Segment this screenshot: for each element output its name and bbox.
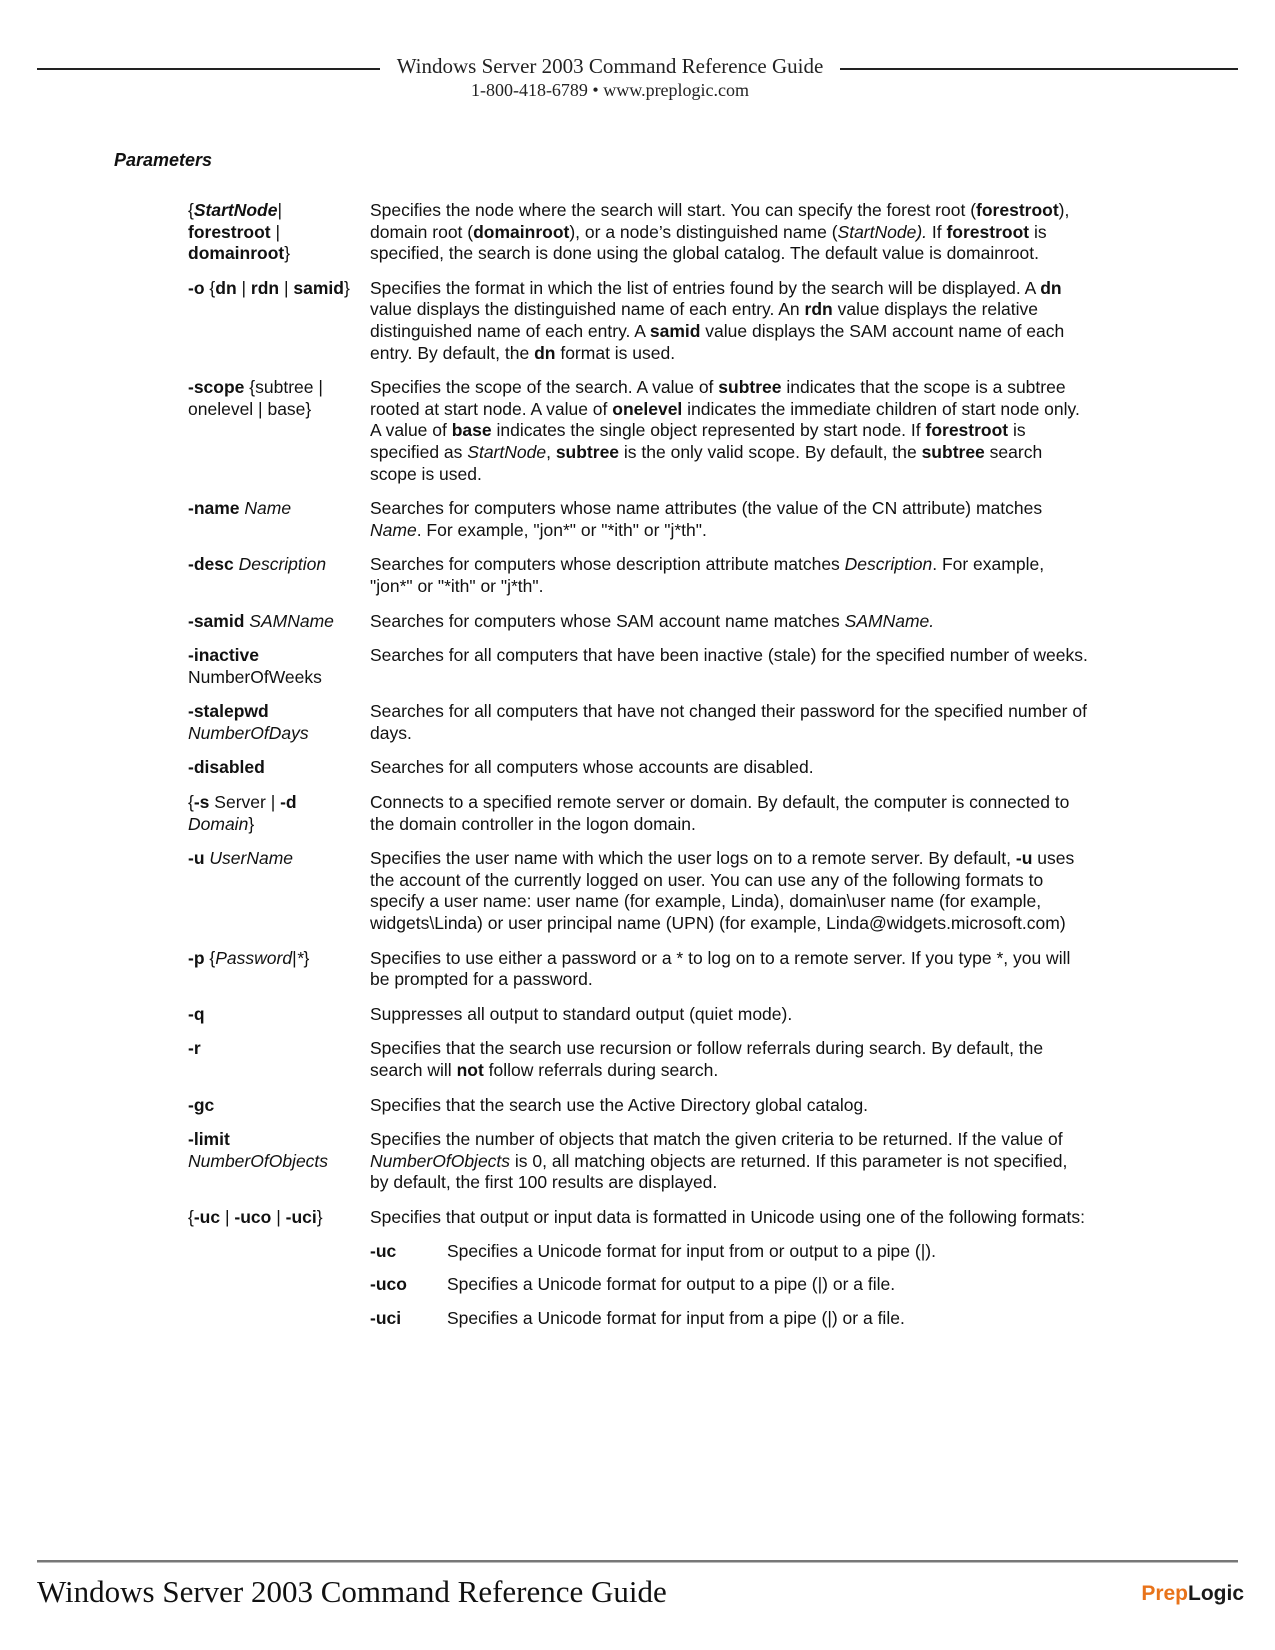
term-text: | bbox=[277, 200, 283, 220]
parameter-row bbox=[188, 278, 1088, 364]
parameter-term bbox=[188, 792, 370, 835]
term-text: -q bbox=[188, 1003, 205, 1024]
description-segment: indicates the immediate children of start node only. A value of bbox=[370, 398, 1080, 441]
unicode-option-term: -uco bbox=[370, 1274, 407, 1295]
description-segment: samid bbox=[649, 320, 701, 341]
description-text bbox=[370, 554, 1088, 597]
header-rule-right bbox=[840, 68, 1238, 70]
description-segment: indicates the single object represented by start node. If bbox=[491, 420, 926, 441]
term-text: } bbox=[343, 277, 350, 298]
footer-rule bbox=[37, 1560, 1238, 1562]
term-text: { bbox=[188, 792, 194, 813]
term-text: { bbox=[188, 1206, 194, 1227]
parameter-description bbox=[370, 278, 1088, 364]
term-text: Server | bbox=[209, 792, 281, 813]
description-segment: SAMName. bbox=[844, 610, 935, 631]
header-contact: 1-800-418-6789 • www.preplogic.com bbox=[470, 80, 750, 100]
parameter-description bbox=[370, 792, 1088, 835]
parameter-term-line bbox=[188, 222, 370, 244]
description-segment: base bbox=[451, 420, 492, 441]
parameter-term-line bbox=[188, 498, 370, 520]
parameter-description bbox=[370, 1207, 1088, 1329]
term-text: -u bbox=[188, 848, 205, 869]
description-segment: . For example, "jon*" or "*ith" or "j*th". bbox=[370, 554, 1045, 596]
parameter-row bbox=[188, 757, 1088, 779]
term-text: NumberOfDays bbox=[188, 722, 309, 743]
description-segment: Specifies the node where the search will start. You can specify the forest root ( bbox=[370, 200, 977, 220]
parameter-term-line bbox=[188, 278, 370, 300]
parameter-term-line bbox=[188, 701, 370, 723]
term-text: -stalepwd bbox=[188, 701, 269, 722]
parameter-description bbox=[370, 554, 1088, 597]
description-segment: NumberOfObjects bbox=[370, 1150, 511, 1171]
header-rule-left bbox=[37, 68, 380, 70]
parameter-description bbox=[370, 611, 1088, 633]
unicode-option-row bbox=[370, 1241, 1088, 1263]
description-text bbox=[370, 611, 1088, 633]
parameter-term-line bbox=[188, 814, 370, 836]
description-text bbox=[370, 1129, 1088, 1194]
term-text: SAMName bbox=[249, 610, 334, 631]
description-segment: Description bbox=[844, 554, 933, 575]
term-text: } bbox=[316, 1206, 323, 1227]
description-text bbox=[370, 377, 1088, 485]
parameter-term-line bbox=[188, 645, 370, 667]
description-text bbox=[370, 200, 1088, 265]
section-title: Parameters bbox=[114, 150, 213, 170]
term-text: -uco bbox=[234, 1206, 272, 1227]
parameter-row bbox=[188, 645, 1088, 688]
description-segment: Specifies that the search use the Active Directory global catalog. bbox=[370, 1094, 869, 1115]
parameter-term-line bbox=[188, 757, 370, 779]
term-text: domainroot bbox=[188, 243, 285, 264]
term-text: | bbox=[279, 277, 294, 298]
description-text bbox=[370, 792, 1088, 835]
term-text: StartNode bbox=[193, 200, 278, 220]
term-text: Password bbox=[215, 947, 293, 968]
header-title: Windows Server 2003 Command Reference Guide bbox=[396, 54, 824, 78]
parameter-term-line bbox=[188, 948, 370, 970]
term-text: -gc bbox=[188, 1094, 215, 1115]
parameter-row bbox=[188, 948, 1088, 991]
description-segment: is specified as bbox=[370, 420, 1026, 462]
parameter-term-line bbox=[188, 611, 370, 633]
parameter-description bbox=[370, 377, 1088, 485]
parameter-row bbox=[188, 554, 1088, 597]
description-segment: Name bbox=[370, 519, 417, 540]
parameter-term bbox=[188, 1004, 370, 1026]
description-segment: value displays the distinguished name of each entry. An bbox=[370, 299, 805, 320]
parameter-row bbox=[188, 200, 1088, 265]
parameter-row bbox=[188, 1129, 1088, 1194]
description-text bbox=[370, 1038, 1088, 1081]
description-segment: follow referrals during search. bbox=[483, 1060, 719, 1080]
parameter-term-line bbox=[188, 1129, 370, 1151]
parameter-list bbox=[188, 200, 1088, 1342]
parameter-term bbox=[188, 948, 370, 991]
term-text: -desc bbox=[188, 554, 234, 575]
term-text: -inactive bbox=[188, 645, 259, 666]
description-segment: forestroot bbox=[946, 221, 1030, 242]
description-text bbox=[370, 848, 1088, 934]
term-text: NumberOfWeeks bbox=[188, 666, 322, 687]
logo-logic: Logic bbox=[1188, 1582, 1244, 1605]
preplogic-logo bbox=[1134, 1582, 1244, 1606]
parameter-term-line bbox=[188, 792, 370, 814]
term-text: Name bbox=[244, 498, 292, 519]
parameter-row bbox=[188, 1004, 1088, 1026]
description-text bbox=[370, 1095, 1088, 1117]
term-text: } bbox=[303, 947, 310, 968]
parameter-row bbox=[188, 792, 1088, 835]
term-text: {subtree | bbox=[244, 377, 323, 398]
description-text bbox=[370, 757, 1088, 779]
description-segment: dn bbox=[534, 342, 556, 363]
parameter-term-line bbox=[188, 1004, 370, 1026]
description-segment: If bbox=[927, 221, 947, 242]
term-text: NumberOfObjects bbox=[188, 1150, 329, 1171]
description-segment: Searches for all computers that have been inactive (stale) for the specified number of weeks. bbox=[370, 645, 1088, 666]
parameter-term bbox=[188, 498, 370, 541]
description-segment: Specifies to use either a password or a * to log on to a remote server. If you type *, you will be prompted for a password. bbox=[370, 947, 1071, 990]
parameter-term bbox=[188, 645, 370, 688]
parameter-term-line bbox=[188, 399, 370, 421]
parameter-description bbox=[370, 701, 1088, 744]
page-header bbox=[0, 50, 1275, 110]
description-segment: Specifies the user name with which the user logs on to a remote server. By default, bbox=[370, 848, 1016, 869]
parameter-description bbox=[370, 200, 1088, 265]
term-text: Description bbox=[238, 554, 327, 575]
parameter-term-line bbox=[188, 1151, 370, 1173]
description-segment: Searches for computers whose SAM account name matches bbox=[370, 610, 845, 631]
parameter-term-line bbox=[188, 1207, 370, 1229]
description-text bbox=[370, 1207, 1088, 1229]
term-text: -r bbox=[188, 1038, 201, 1059]
term-text: -o bbox=[188, 277, 205, 298]
parameter-description bbox=[370, 948, 1088, 991]
parameter-description bbox=[370, 645, 1088, 688]
term-text: { bbox=[204, 277, 216, 298]
term-text: -samid bbox=[188, 610, 245, 631]
term-text: UserName bbox=[209, 848, 294, 869]
description-segment: is 0, all matching objects are returned. If this parameter is not specified, by default, the first 100 results are displayed. bbox=[370, 1150, 1068, 1193]
term-text: dn bbox=[215, 277, 237, 298]
parameter-row bbox=[188, 701, 1088, 744]
description-text bbox=[370, 1004, 1088, 1026]
description-segment: forestroot bbox=[976, 200, 1059, 220]
description-segment: domainroot bbox=[473, 221, 570, 242]
unicode-option-description: Specifies a Unicode format for output to a pipe (|) or a file. bbox=[447, 1274, 896, 1295]
parameter-term bbox=[188, 848, 370, 934]
description-segment: Connects to a specified remote server or domain. By default, the computer is connected to the domain controller in the logon domain. bbox=[370, 792, 1070, 834]
term-text: -d bbox=[280, 792, 297, 813]
description-segment: Specifies that output or input data is formatted in Unicode using one of the following formats: bbox=[370, 1206, 1085, 1227]
term-text: forestroot bbox=[188, 221, 271, 242]
parameter-term bbox=[188, 1129, 370, 1194]
parameter-term bbox=[188, 554, 370, 597]
description-segment: Suppresses all output to standard output (quiet mode). bbox=[370, 1003, 793, 1024]
parameter-row bbox=[188, 1038, 1088, 1081]
description-segment: is specified, the search is done using the global catalog. The default value is domainroot. bbox=[370, 221, 1047, 264]
description-segment: Specifies the scope of the search. A value of bbox=[370, 377, 719, 398]
term-text: -disabled bbox=[188, 757, 265, 778]
description-segment: subtree bbox=[718, 377, 782, 398]
description-segment: StartNode bbox=[467, 441, 547, 462]
term-text: -uc bbox=[193, 1206, 221, 1227]
parameter-term bbox=[188, 611, 370, 633]
description-segment: forestroot bbox=[925, 420, 1009, 441]
term-text: } bbox=[284, 243, 291, 264]
term-text: | bbox=[292, 947, 297, 968]
parameter-row bbox=[188, 848, 1088, 934]
description-segment: rdn bbox=[804, 299, 833, 320]
description-segment: onelevel bbox=[612, 398, 683, 419]
term-text: { bbox=[204, 947, 216, 968]
term-text: } bbox=[248, 813, 255, 834]
term-text: * bbox=[296, 947, 304, 968]
description-segment: ), or a node’s distinguished name ( bbox=[569, 221, 838, 242]
parameter-term bbox=[188, 757, 370, 779]
parameter-description bbox=[370, 757, 1088, 779]
description-segment: search scope is used. bbox=[370, 441, 1043, 484]
footer-title: Windows Server 2003 Command Reference Guide bbox=[37, 1574, 667, 1609]
description-text bbox=[370, 948, 1088, 991]
term-text: | bbox=[236, 277, 251, 298]
parameter-row bbox=[188, 611, 1088, 633]
description-segment: value displays the relative distinguished name of each entry. A bbox=[370, 299, 1038, 341]
description-text bbox=[370, 278, 1088, 364]
parameter-row bbox=[188, 377, 1088, 485]
term-text: samid bbox=[293, 277, 344, 298]
description-segment: not bbox=[456, 1060, 484, 1080]
term-text: onelevel | base} bbox=[188, 398, 312, 419]
term-text: -uci bbox=[285, 1206, 317, 1227]
description-segment: Searches for all computers that have not changed their password for the specified number of days. bbox=[370, 701, 1087, 743]
description-segment: Searches for all computers whose accounts are disabled. bbox=[370, 757, 814, 778]
description-segment: Searches for computers whose name attributes (the value of the CN attribute) matches bbox=[370, 498, 1043, 519]
unicode-option-description: Specifies a Unicode format for input from a pipe (|) or a file. bbox=[447, 1307, 905, 1328]
parameter-description bbox=[370, 1038, 1088, 1081]
parameter-term-line bbox=[188, 377, 370, 399]
parameter-term bbox=[188, 377, 370, 485]
term-text: { bbox=[188, 200, 194, 220]
term-text: rdn bbox=[250, 277, 280, 298]
parameter-term bbox=[188, 1095, 370, 1117]
parameter-term-line bbox=[188, 243, 370, 265]
parameter-row bbox=[188, 498, 1088, 541]
description-segment: Searches for computers whose description attribute matches bbox=[370, 554, 845, 575]
parameter-term-line bbox=[188, 1095, 370, 1117]
unicode-option-description: Specifies a Unicode format for input from or output to a pipe (|). bbox=[447, 1240, 936, 1261]
unicode-option-term: -uci bbox=[370, 1307, 402, 1328]
description-text bbox=[370, 701, 1088, 744]
description-segment: is the only valid scope. By default, the bbox=[619, 441, 922, 462]
description-segment: , bbox=[546, 441, 556, 462]
parameter-term bbox=[188, 1207, 370, 1329]
parameter-term bbox=[188, 278, 370, 364]
parameter-term-line bbox=[188, 554, 370, 576]
term-text: -name bbox=[188, 498, 240, 519]
parameter-term bbox=[188, 200, 370, 265]
description-segment: indicates that the scope is a subtree rooted at start node. A value of bbox=[370, 377, 1066, 419]
description-segment: StartNode). bbox=[837, 221, 928, 242]
parameter-term-line bbox=[188, 848, 370, 870]
term-text: -limit bbox=[188, 1129, 230, 1150]
parameter-term bbox=[188, 701, 370, 744]
logo-prep: Prep bbox=[1141, 1582, 1188, 1605]
description-segment: value displays the SAM account name of each entry. By default, the bbox=[370, 320, 1065, 363]
description-segment: dn bbox=[1040, 277, 1062, 298]
parameter-description bbox=[370, 848, 1088, 934]
description-segment: subtree bbox=[555, 441, 620, 462]
description-segment: subtree bbox=[921, 441, 985, 462]
description-text bbox=[370, 498, 1088, 541]
parameter-row bbox=[188, 1095, 1088, 1117]
parameter-term-line bbox=[188, 723, 370, 745]
description-segment: . For example, "jon*" or "*ith" or "j*th". bbox=[416, 519, 707, 540]
term-text: | bbox=[270, 221, 281, 242]
description-segment: ), domain root ( bbox=[370, 200, 1070, 242]
unicode-option-row bbox=[370, 1274, 1088, 1296]
term-text: -scope bbox=[188, 377, 245, 398]
parameter-description bbox=[370, 1004, 1088, 1026]
description-segment: Specifies the number of objects that match the given criteria to be returned. If the value of bbox=[370, 1129, 1063, 1150]
parameter-row bbox=[188, 1207, 1088, 1329]
description-text bbox=[370, 645, 1088, 667]
parameter-term bbox=[188, 1038, 370, 1081]
term-text: -s bbox=[193, 792, 210, 813]
term-text: -p bbox=[188, 947, 205, 968]
term-text: Domain bbox=[188, 813, 249, 834]
parameter-term-line bbox=[188, 1038, 370, 1060]
description-segment: Specifies the format in which the list of entries found by the search will be displayed. A bbox=[370, 277, 1041, 298]
parameter-description bbox=[370, 498, 1088, 541]
description-segment: uses the account of the currently logged on user. You can use any of the following formats to specify a user name: user name (for example, Linda), domain\user name (for example, widgets\Linda) or user principal name (UPN) (for example, Linda@widgets.microsoft.com) bbox=[370, 848, 1075, 934]
description-segment: -u bbox=[1015, 848, 1033, 869]
parameter-term-line bbox=[188, 667, 370, 689]
term-text: | bbox=[271, 1206, 286, 1227]
parameter-description bbox=[370, 1129, 1088, 1194]
description-segment: Specifies that the search use recursion or follow referrals during search. By default, the search will bbox=[370, 1038, 1044, 1080]
unicode-option-row bbox=[370, 1308, 1088, 1330]
parameter-description bbox=[370, 1095, 1088, 1117]
unicode-option-term: -uc bbox=[370, 1240, 397, 1261]
parameter-term-line bbox=[188, 200, 370, 222]
description-segment: format is used. bbox=[555, 342, 676, 363]
term-text: | bbox=[220, 1206, 235, 1227]
